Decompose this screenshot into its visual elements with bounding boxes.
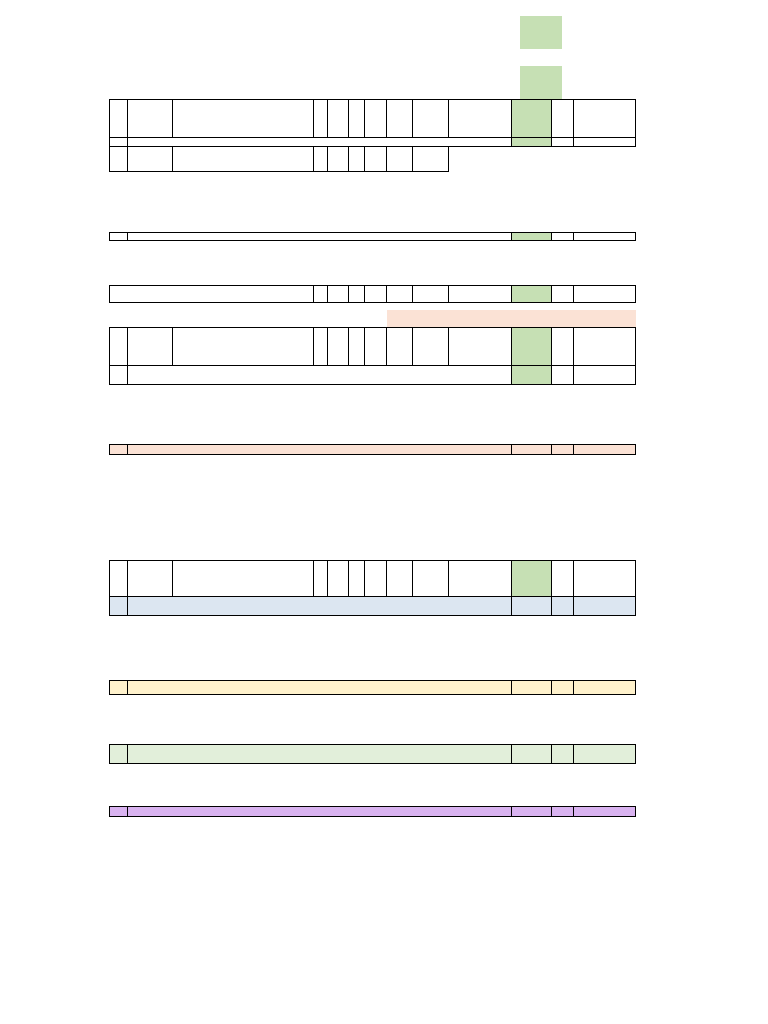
col-lt	[349, 100, 365, 138]
col-stt	[110, 327, 128, 365]
header-green-box-top	[520, 16, 562, 49]
col-required	[387, 100, 413, 138]
group-label	[128, 365, 512, 384]
group-row	[110, 233, 636, 241]
col-total-periods	[328, 327, 349, 365]
group-label	[128, 681, 512, 695]
col-total-periods	[328, 561, 349, 597]
total-label	[110, 286, 314, 303]
course-table-1	[109, 99, 636, 303]
group-row	[110, 138, 636, 147]
col-classes	[574, 327, 636, 365]
col-code	[128, 561, 173, 597]
credits	[314, 147, 328, 172]
col-code	[128, 100, 173, 138]
group-label	[128, 138, 512, 147]
col-th	[365, 561, 387, 597]
table-header-row	[110, 100, 636, 138]
course-name	[173, 147, 314, 172]
cohort2-row	[110, 310, 636, 327]
total-value	[314, 286, 328, 303]
col-lt	[349, 327, 365, 365]
col-elearning	[512, 100, 552, 138]
row-stt	[110, 147, 128, 172]
col-elearning	[512, 327, 552, 365]
col-classes	[574, 561, 636, 597]
col-prerequisite	[413, 561, 449, 597]
group-label	[128, 807, 512, 817]
credit-note	[387, 310, 636, 327]
col-prior	[449, 100, 512, 138]
prerequisite	[413, 147, 449, 172]
required-type	[387, 147, 413, 172]
col-required	[387, 327, 413, 365]
group-label	[128, 444, 512, 454]
cohort2-title	[110, 310, 387, 327]
table-row	[110, 147, 636, 172]
course-table-3	[109, 560, 636, 857]
col-credits	[314, 327, 328, 365]
col-prerequisite	[413, 327, 449, 365]
col-name	[173, 561, 314, 597]
col-classes	[574, 100, 636, 138]
col-prerequisite	[413, 100, 449, 138]
col-required	[387, 561, 413, 597]
col-credits	[314, 100, 328, 138]
course-code	[128, 147, 173, 172]
col-name	[173, 100, 314, 138]
course-table-2	[109, 310, 636, 513]
col-total-periods	[328, 100, 349, 138]
group-row	[110, 681, 636, 695]
table-header-row	[110, 327, 636, 365]
group-label	[128, 745, 512, 764]
total-periods	[328, 147, 349, 172]
col-lt	[349, 561, 365, 597]
col-code	[128, 327, 173, 365]
lt-periods	[349, 147, 365, 172]
group-row	[110, 745, 636, 764]
col-stt	[110, 561, 128, 597]
col-students	[552, 327, 574, 365]
col-students	[552, 561, 574, 597]
total-row	[110, 286, 636, 303]
group-row	[110, 365, 636, 384]
group-row	[110, 597, 636, 616]
table-header-row	[110, 561, 636, 597]
col-th	[365, 327, 387, 365]
group-label	[128, 233, 512, 241]
col-elearning	[512, 561, 552, 597]
header-green-box-mid	[520, 66, 562, 99]
col-prior	[449, 327, 512, 365]
group-row	[110, 807, 636, 817]
group-label	[128, 597, 512, 616]
group-row	[110, 444, 636, 454]
col-students	[552, 100, 574, 138]
th-periods	[365, 147, 387, 172]
col-stt	[110, 100, 128, 138]
col-th	[365, 100, 387, 138]
col-credits	[314, 561, 328, 597]
col-prior	[449, 561, 512, 597]
col-name	[173, 327, 314, 365]
